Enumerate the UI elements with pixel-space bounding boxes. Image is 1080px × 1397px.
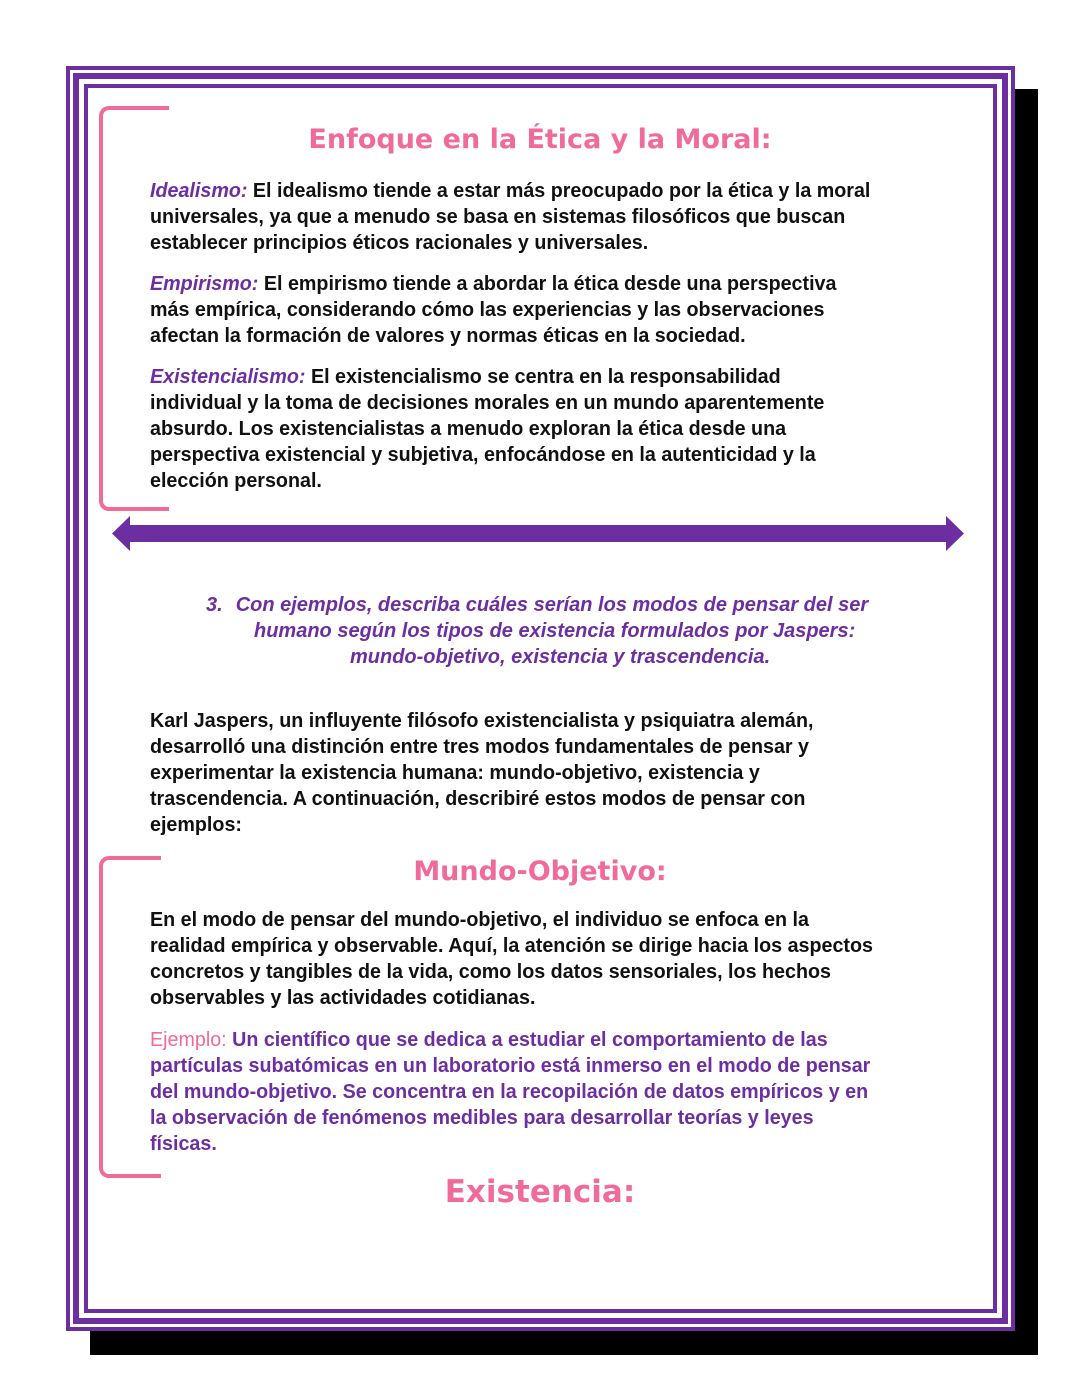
text-line: del mundo-objetivo. Se concentra en la recopilación de datos empíricos y en bbox=[150, 1081, 869, 1103]
text-line: trascendencia. A continuación, describiré estos modos de pensar con bbox=[150, 788, 806, 810]
text-line: partículas subatómicas en un laboratorio está inmerso en el modo de pensar bbox=[150, 1055, 871, 1077]
text-line: ejemplos: bbox=[150, 814, 242, 836]
text-line: elección personal. bbox=[150, 470, 322, 492]
double-headed-arrow-icon bbox=[110, 514, 968, 554]
text-line bbox=[150, 364, 781, 390]
text-line: físicas. bbox=[150, 1133, 217, 1155]
question-number: 3. bbox=[206, 594, 223, 616]
text-line: realidad empírica y observable. Aquí, la atención se dirige hacia los aspectos bbox=[150, 935, 873, 957]
text-line bbox=[150, 271, 836, 297]
term-idealismo: Idealismo: bbox=[150, 180, 248, 202]
term-empirismo: Empirismo: bbox=[150, 273, 259, 295]
text-line: la observación de fenómenos medibles para desarrollar teorías y leyes bbox=[150, 1107, 814, 1129]
heading-mundo-objetivo: Mundo-Objetivo: bbox=[413, 856, 667, 887]
text: El existencialismo se centra en la responsabilidad bbox=[305, 366, 781, 388]
text-line: experimentar la existencia humana: mundo-objetivo, existencia y bbox=[150, 762, 760, 784]
text: El empirismo tiende a abordar la ética desde una perspectiva bbox=[258, 273, 837, 295]
text-line: observables y las actividades cotidianas. bbox=[150, 987, 536, 1009]
text-line: afectan la formación de valores y normas éticas en la sociedad. bbox=[150, 325, 746, 347]
text-line: absurdo. Los existencialistas a menudo exploran la ética desde una bbox=[150, 418, 787, 440]
text: Con ejemplos, describa cuáles serían los modos de pensar del ser bbox=[235, 594, 869, 616]
text-line: más empírica, considerando cómo las experiencias y las observaciones bbox=[150, 299, 825, 321]
question-line: humano según los tipos de existencia formulados por Jaspers: bbox=[254, 620, 856, 642]
text-line: desarrolló una distinción entre tres modos fundamentales de pensar y bbox=[150, 736, 810, 758]
text-line bbox=[150, 1027, 828, 1053]
text-line: establecer principios éticos racionales y universales. bbox=[150, 232, 649, 254]
text: Un científico que se dedica a estudiar el comportamiento de las bbox=[226, 1029, 828, 1051]
question-line: mundo-objetivo, existencia y trascendencia. bbox=[350, 646, 771, 668]
text-line: En el modo de pensar del mundo-objetivo, el individuo se enfoca en la bbox=[150, 909, 809, 931]
text-line: concretos y tangibles de la vida, como los datos sensoriales, los hechos bbox=[150, 961, 831, 983]
heading-existencia: Existencia: bbox=[444, 1174, 636, 1210]
text: El idealismo tiende a estar más preocupado por la ética y la moral bbox=[247, 180, 871, 202]
heading-ethics: Enfoque en la Ética y la Moral: bbox=[308, 124, 772, 155]
text-line: perspectiva existencial y subjetiva, enfocándose en la autenticidad y la bbox=[150, 444, 816, 466]
term-existencialismo: Existencialismo: bbox=[150, 366, 306, 388]
text-line: universales, ya que a menudo se basa en sistemas filosóficos que buscan bbox=[150, 206, 846, 228]
text-line: individual y la toma de decisiones morales en un mundo aparentemente bbox=[150, 392, 825, 414]
example-label: Ejemplo: bbox=[150, 1029, 227, 1051]
text-line: Karl Jaspers, un influyente filósofo existencialista y psiquiatra alemán, bbox=[150, 710, 814, 732]
question-line bbox=[206, 592, 868, 618]
text-line bbox=[150, 178, 870, 204]
